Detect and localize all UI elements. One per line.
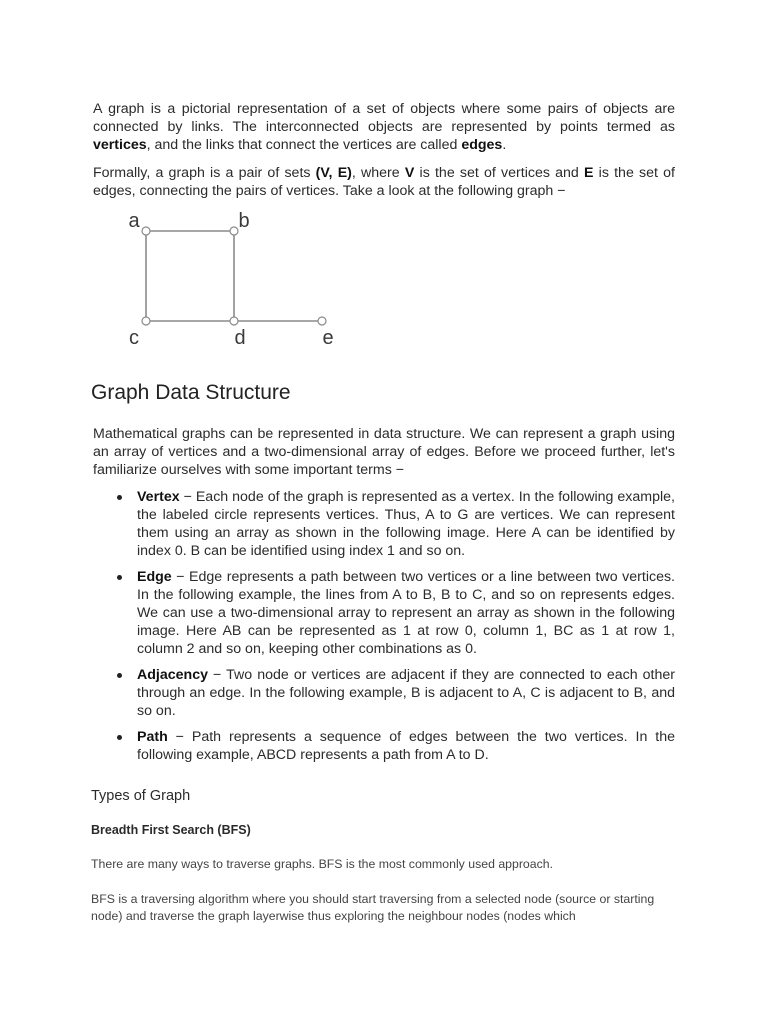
list-item-edge [117,568,675,658]
graph-vertex-label-c: c [129,327,139,349]
term-label: Adjacency [137,667,208,683]
graph-vertex-b [230,227,238,235]
bullet-icon [117,495,122,500]
graph-vertex-e [318,317,326,325]
term-v: V [404,165,415,181]
term-label: Path [137,729,168,745]
list-item-path [117,728,675,764]
term-edges: edges [461,137,503,153]
term-vertices: vertices [93,137,147,153]
term-label: Edge [137,569,172,585]
bullet-icon [117,673,122,678]
intro-paragraph-2 [93,164,675,200]
bfs-heading: Breadth First Search (BFS) [91,823,251,837]
intro-paragraph-1 [93,100,675,154]
graph-vertex-label-d: d [234,327,246,349]
term-ve: (V, E) [315,165,352,181]
list-item-vertex [117,488,675,560]
graph-edges [146,231,322,321]
bfs-paragraph-1: There are many ways to traverse graphs. BFS is the most commonly used approach. [91,857,554,871]
term-description: − Each node of the graph is represented as a vertex. In the following example, the labeled circle represents vertices. Thus, A to G are vertices. We can represent them using an array as shown in the following image. Here A can be identified by index 0. B can be identified using index 1 and so on. [137,489,675,559]
intro-text: . [502,137,507,153]
section-heading: Graph Data Structure [91,381,291,404]
bullet-icon [117,575,122,580]
graph-diagram [110,205,350,355]
intro-text: is the set of edges, connecting the pairs of vertices. Take a look at the following graph − [93,165,675,199]
intro-text: A graph is a pictorial representation of a set of objects where some pairs of objects are connected by links. The interconnected objects are represented by points termed as [93,101,675,135]
term-description: − Two node or vertices are adjacent if they are connected to each other through an edge. In the following example, B is adjacent to A, C is adjacent to B, and so on. [137,667,675,719]
intro-text: , and the links that connect the vertices are called [146,137,462,153]
graph-vertex-d [230,317,238,325]
list-item-adjacency [117,666,675,720]
intro-text: , where [351,165,405,181]
term-e: E [584,165,594,181]
graph-vertex-c [142,317,150,325]
term-description: − Edge represents a path between two vertices or a line between two vertices. In the following example, the lines from A to B, B to C, and so on represents edges. We can use a two-dimensional array to represent an array as shown in the following image. Here AB can be represented as 1 at row 0, column 1, BC as 1 at row 1, column 2 and so on, keeping other combinations as 0. [137,569,675,657]
intro-text: is the set of vertices and [414,165,584,181]
bullet-icon [117,735,122,740]
types-of-graph-label: Types of Graph [91,788,191,804]
bfs-paragraph-2: BFS is a traversing algorithm where you should start traversing from a selected node (source or starting node) and traverse the graph layerwise thus exploring the neighbour nodes (nodes which [91,892,655,923]
graph-vertex-a [142,227,150,235]
term-description: − Path represents a sequence of edges between the two vertices. In the following example, ABCD represents a path from A to D. [137,729,675,763]
graph-vertex-label-e: e [322,327,334,349]
term-label: Vertex [137,489,180,505]
section-intro-paragraph: Mathematical graphs can be represented in data structure. We can represent a graph using an array of vertices and a two-dimensional array of edges. Before we proceed further, let's familiarize ourselves with some important terms − [93,426,675,478]
graph-vertex-label-a: a [128,210,140,232]
graph-vertex-label-b: b [238,210,250,232]
intro-text: Formally, a graph is a pair of sets [93,165,316,181]
terms-list [117,488,675,772]
